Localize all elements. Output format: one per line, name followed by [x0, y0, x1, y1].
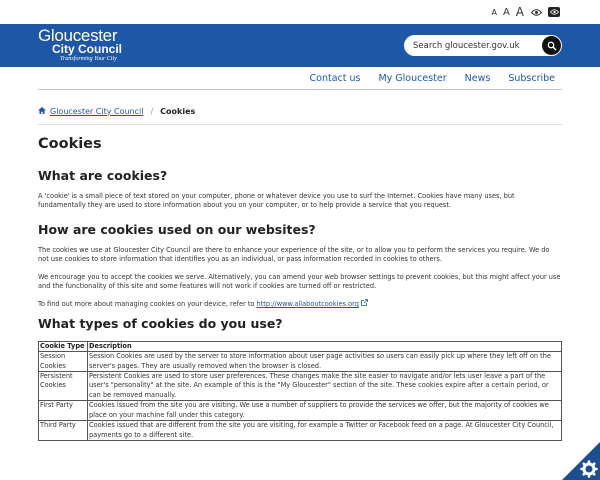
eye-inverted-icon[interactable]	[548, 7, 560, 17]
cookie-type-cell: Session Cookies	[39, 352, 88, 372]
table-row	[39, 401, 562, 421]
cookie-type-cell: First Party	[39, 401, 88, 421]
search-input[interactable]	[404, 35, 542, 56]
eye-icon[interactable]	[530, 7, 542, 17]
logo-tagline: Transforming Your City	[60, 56, 117, 62]
gear-icon	[582, 462, 597, 477]
breadcrumb-divider	[38, 124, 562, 125]
paragraph-what-are-cookies: A 'cookie' is a small piece of text stored on your computer, phone or whatever device you use to surf the Internet. Cookies have many uses, but fundamentally they are used to store information about you on your computer, or to help provide a service that you request.	[38, 192, 515, 210]
column-header-cookie-type: Cookie Type	[39, 341, 88, 351]
site-logo[interactable]	[38, 27, 122, 62]
cookie-description-cell: Cookies issued that are different from the site you are visiting, for example a Twitter or Facebook feed on a page. At Gloucester City Council, payments go to a different site.	[88, 421, 562, 441]
breadcrumb-home-link[interactable]: Gloucester City Council	[50, 106, 144, 116]
heading-what-are-cookies: What are cookies?	[38, 168, 168, 183]
cookie-type-cell: Persistent Cookies	[39, 372, 88, 401]
table-row	[39, 372, 562, 401]
table-row	[39, 421, 562, 441]
cookie-type-cell: Third Party	[39, 421, 88, 441]
nav-contact-us[interactable]: Contact us	[309, 72, 361, 84]
cookie-description-cell: Session Cookies are used by the server to store information about user page activities so users can easily pick up where they left off on the server's pages. They are usually removed when the browser is closed.	[88, 352, 562, 372]
top-navigation	[0, 67, 600, 89]
heading-cookie-types: What types of cookies do you use?	[38, 315, 283, 331]
utility-bar	[0, 0, 600, 24]
nav-my-gloucester[interactable]: My Gloucester	[378, 72, 447, 84]
text-size-large-button[interactable]: A	[515, 5, 524, 19]
paragraph-accept-cookies: We encourage you to accept the cookies we serve. Alternatively, you can amend your web browser settings to prevent cookies, but this might affect your use and the functionality of this site and some features will not work if cookies are turned off or restricted.	[38, 272, 561, 291]
cookie-description-cell: Persistent Cookies are used to store user preferences. These changes make the site easier to navigate and/or lets user leave a part of the user's "personality" at the site. An example of this is the "My Gloucester" section of the site. These cookies expire after a certain period, or can be removed manually.	[88, 372, 562, 401]
search-icon[interactable]	[542, 36, 561, 55]
logo-title: Gloucester	[38, 26, 118, 45]
text-size-medium-button[interactable]: A	[502, 6, 510, 18]
heading-how-cookies-used: How are cookies used on our websites?	[38, 221, 316, 237]
cookie-description-cell: Cookies issued from the site you are visiting. We use a number of suppliers to provide the services we offer, but the majority of cookies we place on your machine fall under this category.	[88, 401, 562, 421]
search-box	[404, 35, 562, 56]
nav-news[interactable]: News	[464, 72, 491, 84]
allaboutcookies-link[interactable]: http://www.allaboutcookies.org	[256, 300, 359, 309]
site-header	[0, 24, 600, 67]
breadcrumb-current: Cookies	[160, 106, 196, 116]
nav-divider	[38, 89, 562, 90]
page-title: Cookies	[38, 136, 102, 152]
find-out-more-text: To find out more about managing cookies on your device, refer to	[38, 300, 257, 309]
logo-subtitle: City Council	[52, 42, 123, 56]
table-row	[39, 352, 562, 372]
external-link-icon	[359, 300, 368, 308]
home-icon	[38, 107, 46, 116]
breadcrumb-separator: /	[150, 106, 154, 116]
cookie-types-table	[38, 341, 562, 441]
text-size-small-button[interactable]: A	[491, 7, 497, 17]
breadcrumb	[38, 105, 562, 117]
table-header-row	[39, 341, 562, 351]
column-header-description: Description	[88, 341, 562, 351]
main-content	[0, 105, 600, 441]
nav-subscribe[interactable]: Subscribe	[508, 72, 555, 84]
paragraph-cookie-usage: The cookies we use at Gloucester City Council are there to enhance your experience of the site, or to allow you to perform the services you require. We do not use cookies to store information that identifies you as an individual, or pass information recorded in cookies to others.	[38, 245, 550, 264]
paragraph-find-out-more	[38, 299, 562, 309]
cookie-settings-button[interactable]	[562, 442, 600, 480]
